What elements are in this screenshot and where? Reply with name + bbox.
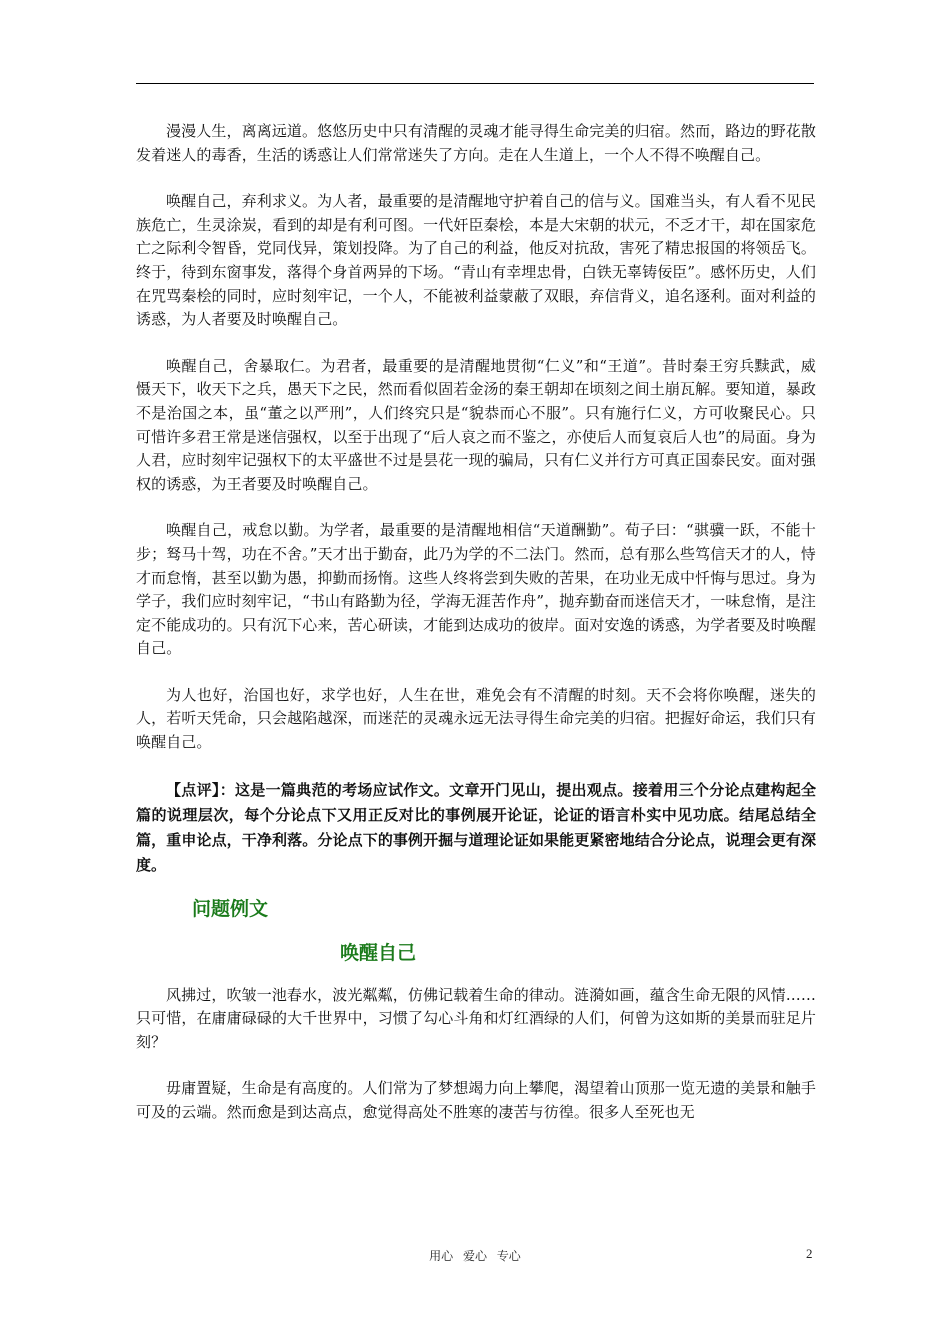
paragraph: 为人也好，治国也好，求学也好，人生在世，难免会有不清醒的时刻。天不会将你唤醒，迷失的人，若听天凭命，只会越陷越深，而迷茫的灵魂永远无法寻得生命完美的归宿。把握好命运，我们只有唤醒自己。 — [136, 685, 816, 752]
review-comment: 【点评】：这是一篇典范的考场应试作文。文章开门见山，提出观点。接着用三个分论点建构起全篇的说理层次，每个分论点下又用正反对比的事例展开论证，论证的语言朴实中见功底。结尾总结全篇，重申论点，干净利落。分论点下的事例开掘与道理论证如果能更紧密地结合分论点，说理会更有深度。 — [136, 780, 816, 874]
header-rule — [136, 83, 814, 84]
section-heading: 问题例文 — [192, 897, 269, 920]
paragraph: 唤醒自己，戒怠以勤。为学者，最重要的是清醒地相信“天道酬勤”。荀子曰：“骐骥一跃，不能十步；驽马十驾，功在不舍。”天才出于勤奋，此乃为学的不二法门。然而，总有那么些笃信天才的人，恃才而怠惰，甚至以勤为愚，抑勤而扬惰。这些人终将尝到失败的苦果，在功业无成中忏悔与思过。身为学子，我们应时刻牢记，“书山有路勤为径，学海无涯苦作舟”，抛弃勤奋而迷信天才，一味怠惰，是注定不能成功的。只有沉下心来，苦心研读，才能到达成功的彼岸。面对安逸的诱惑，为学者要及时唤醒自己。 — [136, 521, 816, 658]
paragraph: 风拂过，吹皱一池春水，波光粼粼，仿佛记载着生命的律动。涟漪如画，蕴含生命无限的风情……只可惜，在庸庸碌碌的大千世界中，习惯了勾心斗角和灯红酒绿的人们，何曾为这如斯的美景而驻足片刻？ — [136, 985, 816, 1051]
essay-title: 唤醒自己 — [340, 941, 417, 964]
paragraph: 毋庸置疑，生命是有高度的。人们常为了梦想竭力向上攀爬，渴望着山顶那一览无遗的美景和触手可及的云端。然而愈是到达高点，愈觉得高处不胜寒的凄苦与彷徨。很多人至死也无 — [136, 1079, 816, 1122]
paragraph: 唤醒自己，舍暴取仁。为君者，最重要的是清醒地贯彻“仁义”和“王道”。昔时秦王穷兵黩武，威慑天下，收天下之兵，愚天下之民，然而看似固若金汤的秦王朝却在顷刻之间土崩瓦解。要知道，暴政不是治国之本，虽“董之以严刑”，人们终究只是“貌恭而心不服”。只有施行仁义，方可收聚民心。只可惜许多君王常是迷信强权，以至于出现了“后人哀之而不鉴之，亦使后人而复哀后人也”的局面。身为人君，应时刻牢记强权下的太平盛世不过是昙花一现的骗局，只有仁义并行方可真正国泰民安。面对强权的诱惑，为王者要及时唤醒自己。 — [136, 356, 816, 493]
page-footer: 用心 爱心 专心 — [429, 1249, 521, 1263]
page-number: 2 — [806, 1246, 813, 1261]
paragraph: 唤醒自己，弃利求义。为人者，最重要的是清醒地守护着自己的信与义。国难当头，有人看不见民族危亡，生灵涂炭，看到的却是有利可图。一代奸臣秦桧，本是大宋朝的状元，不乏才干，却在国家危亡之际利令智昏，党同伐异，策划投降。为了自己的利益，他反对抗敌，害死了精忠报国的将领岳飞。终于，待到东窗事发，落得个身首两异的下场。“青山有幸埋忠骨，白铁无辜铸佞臣”。感怀历史，人们在咒骂秦桧的同时，应时刻牢记，一个人，不能被利益蒙蔽了双眼，弃信背义，追名逐利。面对利益的诱惑，为人者要及时唤醒自己。 — [136, 192, 816, 329]
paragraph: 漫漫人生，离离远道。悠悠历史中只有清醒的灵魂才能寻得生命完美的归宿。然而，路边的野花散发着迷人的毒香，生活的诱惑让人们常常迷失了方向。走在人生道上，一个人不得不唤醒自己。 — [136, 122, 816, 164]
document-body — [136, 120, 816, 1148]
